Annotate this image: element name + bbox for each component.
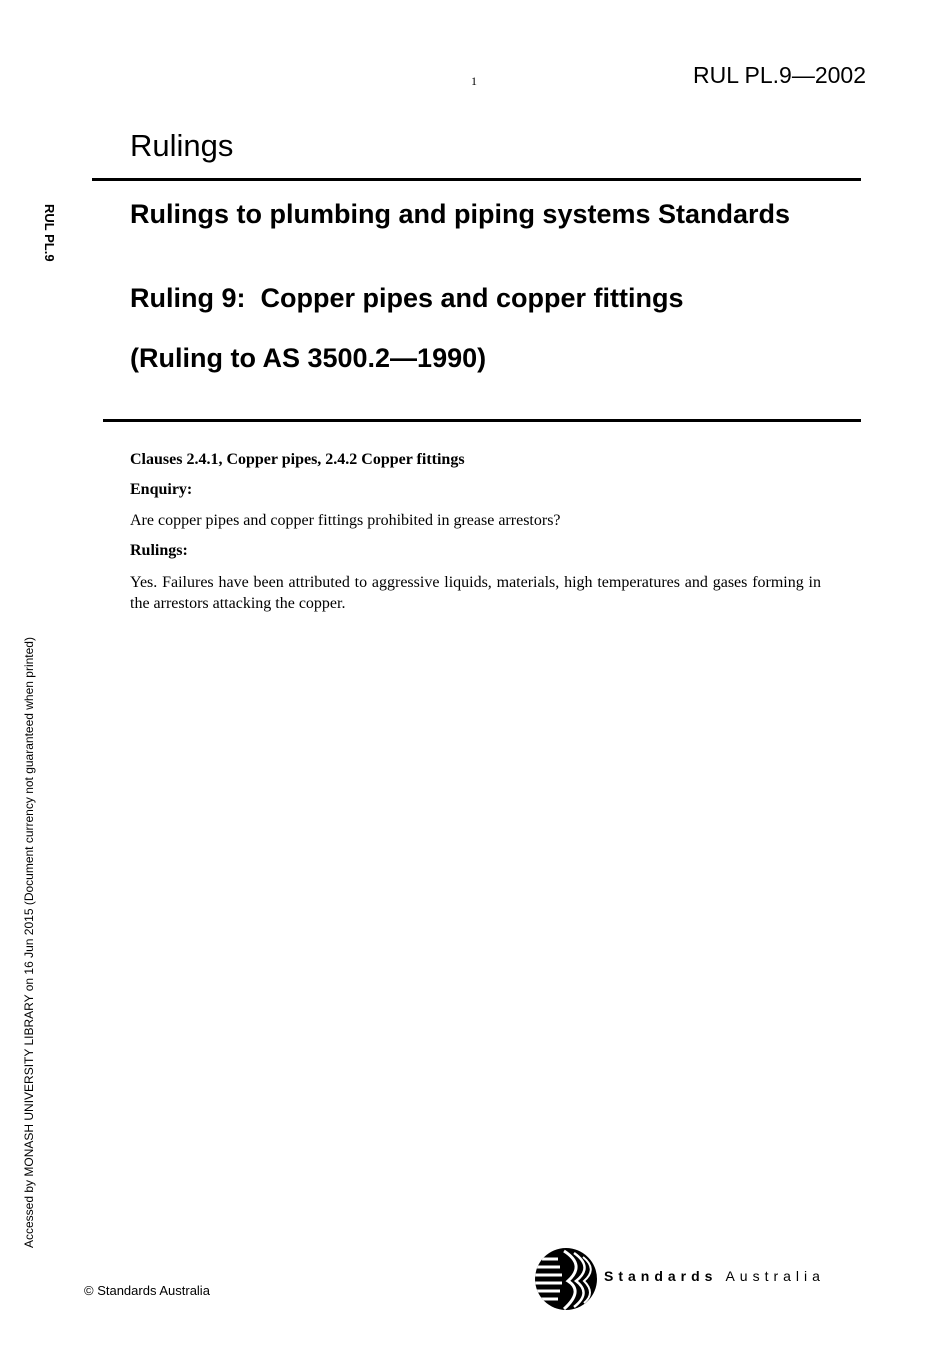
rulings-text: Yes. Failures have been attributed to aggressive liquids, materials, high temperatures and gases forming in the arrestors attacking the copper. xyxy=(130,574,821,612)
enquiry-text: Are copper pipes and copper fittings prohibited in grease arrestors? xyxy=(130,512,561,529)
section-title: Rulings xyxy=(130,128,234,163)
side-document-label: RUL PL.9 xyxy=(42,204,57,262)
copyright-notice: © Standards Australia xyxy=(84,1283,210,1298)
enquiry-label: Enquiry: xyxy=(130,481,193,498)
logo-word-standards: Standards xyxy=(604,1268,718,1284)
document-id: RUL PL.9—2002 xyxy=(692,62,866,88)
page-number: 1 xyxy=(471,74,477,88)
logo-word-australia: Australia xyxy=(725,1268,825,1284)
standards-australia-globe-icon xyxy=(534,1247,598,1311)
document-title: Rulings to plumbing and piping systems Standards xyxy=(130,199,791,229)
top-divider xyxy=(92,178,861,181)
ruling-reference: (Ruling to AS 3500.2—1990) xyxy=(130,343,487,373)
clauses-heading: Clauses 2.4.1, Copper pipes, 2.4.2 Copper fittings xyxy=(130,451,465,468)
logo-wordmark xyxy=(604,1268,825,1284)
ruling-title: Ruling 9: Copper pipes and copper fittings xyxy=(130,283,684,313)
access-notice: Accessed by MONASH UNIVERSITY LIBRARY on 16 Jun 2015 (Document currency not guaranteed when printed) xyxy=(22,637,36,1248)
rulings-label: Rulings: xyxy=(130,542,188,559)
bottom-divider xyxy=(103,419,861,422)
